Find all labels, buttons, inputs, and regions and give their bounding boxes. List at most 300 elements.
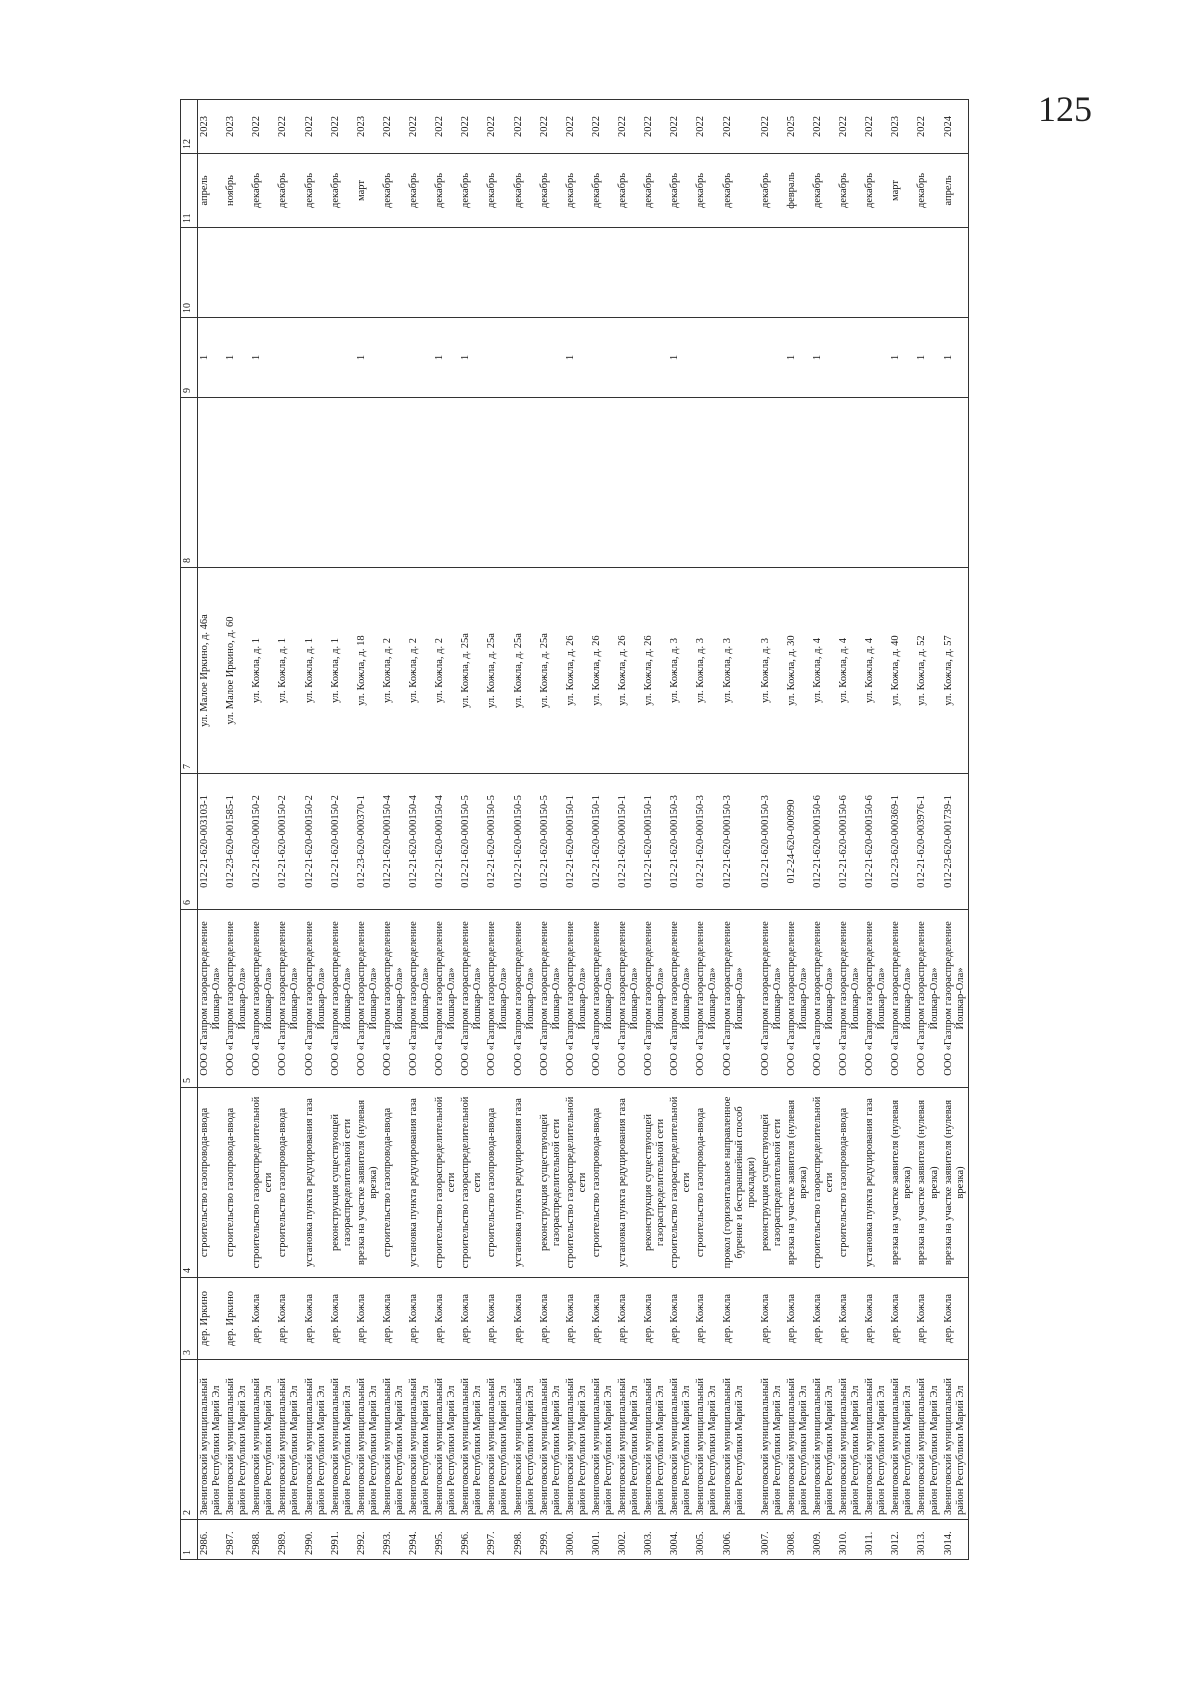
district-cell: Звениговский муниципальный район Республики Марий Эл — [616, 1360, 642, 1520]
address-cell: ул. Кожла, д. 26 — [590, 568, 616, 774]
district-cell: Звениговский муниципальный район Республики Марий Эл — [721, 1360, 759, 1520]
address-cell: ул. Кожла, д. 1 — [276, 568, 302, 774]
column-9-cell: 1 — [459, 318, 485, 398]
application-code-cell: 012-23-620-001739-1 — [942, 774, 969, 910]
column-header-6: 6 — [181, 774, 198, 910]
year-cell: 2022 — [538, 100, 564, 154]
work-type-cell: врезка на участке заявителя (нулевая врезка) — [942, 1088, 969, 1278]
settlement-cell: дер. Кожла — [433, 1278, 459, 1360]
address-cell: ул. Кожла, д. 2 — [407, 568, 433, 774]
table-row — [538, 100, 564, 1560]
address-cell: ул. Кожла, д. 2 — [433, 568, 459, 774]
column-8-cell — [863, 398, 889, 568]
column-10-cell — [721, 228, 759, 318]
district-cell: Звениговский муниципальный район Республики Марий Эл — [407, 1360, 433, 1520]
district-cell: Звениговский муниципальный район Республики Марий Эл — [811, 1360, 837, 1520]
application-code-cell: 012-21-620-003103-1 — [198, 774, 225, 910]
organization-cell: ООО «Газпром газораспределение Йошкар-Ола» — [642, 910, 668, 1088]
column-10-cell — [538, 228, 564, 318]
page-number: 125 — [1038, 89, 1092, 129]
year-cell: 2022 — [303, 100, 329, 154]
application-code-cell: 012-21-620-000150-3 — [759, 774, 785, 910]
work-type-cell: строительство газопровода-ввода — [837, 1088, 863, 1278]
gasification-registry-table — [180, 99, 969, 1560]
column-header-10: 10 — [181, 228, 198, 318]
address-cell: ул. Кожла, д. 25а — [459, 568, 485, 774]
column-9-cell — [381, 318, 407, 398]
settlement-cell: дер. Кожла — [590, 1278, 616, 1360]
work-type-cell: реконструкция существующей газораспределительной сети — [759, 1088, 785, 1278]
table-row — [721, 100, 759, 1560]
organization-cell: ООО «Газпром газораспределение Йошкар-Ола» — [564, 910, 590, 1088]
table-row — [485, 100, 511, 1560]
table-row — [250, 100, 276, 1560]
column-9-cell — [329, 318, 355, 398]
address-cell: ул. Кожла, д. 3 — [668, 568, 694, 774]
work-type-cell: строительство газопровода-ввода — [224, 1088, 250, 1278]
settlement-cell: дер. Кожла — [889, 1278, 915, 1360]
table-row — [329, 100, 355, 1560]
column-10-cell — [668, 228, 694, 318]
table-row — [198, 100, 225, 1560]
month-cell: декабрь — [915, 154, 941, 228]
column-8-cell — [407, 398, 433, 568]
table-row — [759, 100, 785, 1560]
address-cell: ул. Кожла, д. 57 — [942, 568, 969, 774]
column-8-cell — [942, 398, 969, 568]
year-cell: 2022 — [642, 100, 668, 154]
column-8-cell — [250, 398, 276, 568]
year-cell: 2022 — [329, 100, 355, 154]
column-9-cell — [694, 318, 720, 398]
column-9-cell: 1 — [355, 318, 381, 398]
year-cell: 2022 — [811, 100, 837, 154]
row-number: 2989. — [276, 1520, 302, 1560]
organization-cell: ООО «Газпром газораспределение Йошкар-Ола» — [837, 910, 863, 1088]
month-cell: декабрь — [381, 154, 407, 228]
column-10-cell — [642, 228, 668, 318]
work-type-cell: строительство газопровода-ввода — [276, 1088, 302, 1278]
column-10-cell — [485, 228, 511, 318]
work-type-cell: реконструкция существующей газораспределительной сети — [538, 1088, 564, 1278]
organization-cell: ООО «Газпром газораспределение Йошкар-Ола» — [785, 910, 811, 1088]
row-number: 3004. — [668, 1520, 694, 1560]
column-8-cell — [837, 398, 863, 568]
year-cell: 2022 — [837, 100, 863, 154]
address-cell: ул. Кожла, д. 18 — [355, 568, 381, 774]
column-9-cell — [642, 318, 668, 398]
district-cell: Звениговский муниципальный район Республики Марий Эл — [433, 1360, 459, 1520]
district-cell: Звениговский муниципальный район Республики Марий Эл — [564, 1360, 590, 1520]
work-type-cell: установка пункта редуцирования газа — [863, 1088, 889, 1278]
settlement-cell: дер. Кожла — [759, 1278, 785, 1360]
settlement-cell: дер. Кожла — [485, 1278, 511, 1360]
address-cell: ул. Кожла, д. 3 — [694, 568, 720, 774]
work-type-cell: прокол (горизонтальное направленное бурение и бестраншейный способ прокладки) — [721, 1088, 759, 1278]
application-code-cell: 012-21-620-000150-2 — [250, 774, 276, 910]
work-type-cell: врезка на участке заявителя (нулевая врезка) — [355, 1088, 381, 1278]
district-cell: Звениговский муниципальный район Республики Марий Эл — [837, 1360, 863, 1520]
address-cell: ул. Кожла, д. 1 — [303, 568, 329, 774]
application-code-cell: 012-21-620-000150-5 — [538, 774, 564, 910]
column-8-cell — [590, 398, 616, 568]
work-type-cell: строительство газораспределительной сети — [564, 1088, 590, 1278]
column-8-cell — [433, 398, 459, 568]
organization-cell: ООО «Газпром газораспределение Йошкар-Ола» — [915, 910, 941, 1088]
column-8-cell — [485, 398, 511, 568]
district-cell: Звениговский муниципальный район Республики Марий Эл — [459, 1360, 485, 1520]
year-cell: 2022 — [668, 100, 694, 154]
column-9-cell — [485, 318, 511, 398]
column-8-cell — [459, 398, 485, 568]
month-cell: апрель — [942, 154, 969, 228]
district-cell: Звениговский муниципальный район Республики Марий Эл — [785, 1360, 811, 1520]
district-cell: Звениговский муниципальный район Республики Марий Эл — [668, 1360, 694, 1520]
column-10-cell — [355, 228, 381, 318]
address-cell: ул. Кожла, д. 25а — [485, 568, 511, 774]
row-number: 3013. — [915, 1520, 941, 1560]
district-cell: Звениговский муниципальный район Республики Марий Эл — [329, 1360, 355, 1520]
district-cell: Звениговский муниципальный район Республики Марий Эл — [915, 1360, 941, 1520]
application-code-cell: 012-21-620-000150-5 — [485, 774, 511, 910]
table-row — [433, 100, 459, 1560]
organization-cell: ООО «Газпром газораспределение Йошкар-Ола» — [759, 910, 785, 1088]
row-number: 3003. — [642, 1520, 668, 1560]
column-9-cell: 1 — [785, 318, 811, 398]
rotated-table-container — [180, 100, 1010, 1560]
settlement-cell: дер. Кожла — [811, 1278, 837, 1360]
year-cell: 2022 — [459, 100, 485, 154]
column-header-8: 8 — [181, 398, 198, 568]
column-8-cell — [355, 398, 381, 568]
organization-cell: ООО «Газпром газораспределение Йошкар-Ола» — [355, 910, 381, 1088]
application-code-cell: 012-21-620-000150-1 — [616, 774, 642, 910]
year-cell: 2022 — [564, 100, 590, 154]
address-cell: ул. Кожла, д. 52 — [915, 568, 941, 774]
work-type-cell: строительство газопровода-ввода — [198, 1088, 225, 1278]
address-cell: ул. Кожла, д. 26 — [564, 568, 590, 774]
work-type-cell: строительство газораспределительной сети — [668, 1088, 694, 1278]
row-number: 2999. — [538, 1520, 564, 1560]
column-9-cell — [538, 318, 564, 398]
district-cell: Звениговский муниципальный район Республики Марий Эл — [863, 1360, 889, 1520]
column-8-cell — [616, 398, 642, 568]
month-cell: декабрь — [538, 154, 564, 228]
column-8-cell — [915, 398, 941, 568]
settlement-cell: дер. Кожла — [276, 1278, 302, 1360]
settlement-cell: дер. Кожла — [942, 1278, 969, 1360]
row-number: 2987. — [224, 1520, 250, 1560]
table-row — [355, 100, 381, 1560]
district-cell: Звениговский муниципальный район Республики Марий Эл — [942, 1360, 969, 1520]
settlement-cell: дер. Кожла — [564, 1278, 590, 1360]
year-cell: 2023 — [198, 100, 225, 154]
year-cell: 2022 — [721, 100, 759, 154]
column-10-cell — [785, 228, 811, 318]
district-cell: Звениговский муниципальный район Республики Марий Эл — [694, 1360, 720, 1520]
application-code-cell: 012-21-620-000150-5 — [459, 774, 485, 910]
row-number: 2986. — [198, 1520, 225, 1560]
row-number: 2992. — [355, 1520, 381, 1560]
year-cell: 2022 — [590, 100, 616, 154]
application-code-cell: 012-21-620-000150-3 — [668, 774, 694, 910]
organization-cell: ООО «Газпром газораспределение Йошкар-Ола» — [616, 910, 642, 1088]
organization-cell: ООО «Газпром газораспределение Йошкар-Ола» — [303, 910, 329, 1088]
application-code-cell: 012-21-620-000150-1 — [590, 774, 616, 910]
row-number: 2997. — [485, 1520, 511, 1560]
district-cell: Звениговский муниципальный район Республики Марий Эл — [590, 1360, 616, 1520]
column-9-cell — [512, 318, 538, 398]
district-cell: Звениговский муниципальный район Республики Марий Эл — [276, 1360, 302, 1520]
settlement-cell: дер. Кожла — [668, 1278, 694, 1360]
district-cell: Звениговский муниципальный район Республики Марий Эл — [303, 1360, 329, 1520]
address-cell: ул. Малое Иркино, д. 46а — [198, 568, 225, 774]
column-10-cell — [407, 228, 433, 318]
table-row — [942, 100, 969, 1560]
work-type-cell: строительство газораспределительной сети — [433, 1088, 459, 1278]
organization-cell: ООО «Газпром газораспределение Йошкар-Ола» — [942, 910, 969, 1088]
address-cell: ул. Кожла, д. 25а — [512, 568, 538, 774]
month-cell: апрель — [198, 154, 225, 228]
column-header-9: 9 — [181, 318, 198, 398]
column-9-cell: 1 — [889, 318, 915, 398]
table-row — [785, 100, 811, 1560]
table-row — [303, 100, 329, 1560]
column-9-cell: 1 — [250, 318, 276, 398]
table-row — [863, 100, 889, 1560]
column-10-cell — [512, 228, 538, 318]
column-8-cell — [303, 398, 329, 568]
month-cell: декабрь — [512, 154, 538, 228]
table-row — [694, 100, 720, 1560]
address-cell: ул. Кожла, д. 40 — [889, 568, 915, 774]
table-row — [616, 100, 642, 1560]
table-row — [590, 100, 616, 1560]
settlement-cell: дер. Кожла — [721, 1278, 759, 1360]
row-number: 3009. — [811, 1520, 837, 1560]
organization-cell: ООО «Газпром газораспределение Йошкар-Ола» — [694, 910, 720, 1088]
district-cell: Звениговский муниципальный район Республики Марий Эл — [198, 1360, 225, 1520]
column-9-cell — [590, 318, 616, 398]
application-code-cell: 012-21-620-000150-6 — [811, 774, 837, 910]
year-cell: 2023 — [224, 100, 250, 154]
work-type-cell: строительство газораспределительной сети — [250, 1088, 276, 1278]
column-header-7: 7 — [181, 568, 198, 774]
organization-cell: ООО «Газпром газораспределение Йошкар-Ола» — [459, 910, 485, 1088]
district-cell: Звениговский муниципальный район Республики Марий Эл — [355, 1360, 381, 1520]
application-code-cell: 012-21-620-000150-1 — [642, 774, 668, 910]
table-row — [459, 100, 485, 1560]
column-10-cell — [590, 228, 616, 318]
column-9-cell: 1 — [224, 318, 250, 398]
row-number: 3012. — [889, 1520, 915, 1560]
column-9-cell — [303, 318, 329, 398]
year-cell: 2023 — [889, 100, 915, 154]
month-cell: ноябрь — [224, 154, 250, 228]
settlement-cell: дер. Кожла — [616, 1278, 642, 1360]
year-cell: 2022 — [863, 100, 889, 154]
month-cell: декабрь — [303, 154, 329, 228]
column-9-cell — [276, 318, 302, 398]
application-code-cell: 012-21-620-000150-6 — [837, 774, 863, 910]
address-cell: ул. Кожла, д. 30 — [785, 568, 811, 774]
table-row — [668, 100, 694, 1560]
row-number: 3007. — [759, 1520, 785, 1560]
month-cell: декабрь — [564, 154, 590, 228]
organization-cell: ООО «Газпром газораспределение Йошкар-Ола» — [433, 910, 459, 1088]
column-8-cell — [276, 398, 302, 568]
year-cell: 2022 — [250, 100, 276, 154]
table-body — [198, 100, 969, 1560]
table-row — [381, 100, 407, 1560]
application-code-cell: 012-21-620-000150-2 — [329, 774, 355, 910]
application-code-cell: 012-21-620-000150-5 — [512, 774, 538, 910]
column-10-cell — [433, 228, 459, 318]
column-header-1: 1 — [181, 1520, 198, 1560]
column-9-cell: 1 — [433, 318, 459, 398]
column-9-cell — [721, 318, 759, 398]
row-number: 2988. — [250, 1520, 276, 1560]
year-cell: 2022 — [759, 100, 785, 154]
row-number: 3011. — [863, 1520, 889, 1560]
work-type-cell: врезка на участке заявителя (нулевая врезка) — [915, 1088, 941, 1278]
row-number: 2994. — [407, 1520, 433, 1560]
organization-cell: ООО «Газпром газораспределение Йошкар-Ола» — [250, 910, 276, 1088]
month-cell: декабрь — [616, 154, 642, 228]
district-cell: Звениговский муниципальный район Республики Марий Эл — [250, 1360, 276, 1520]
column-10-cell — [811, 228, 837, 318]
year-cell: 2022 — [433, 100, 459, 154]
year-cell: 2022 — [616, 100, 642, 154]
district-cell: Звениговский муниципальный район Республики Марий Эл — [485, 1360, 511, 1520]
column-10-cell — [942, 228, 969, 318]
row-number: 2996. — [459, 1520, 485, 1560]
column-8-cell — [694, 398, 720, 568]
application-code-cell: 012-21-620-000150-4 — [433, 774, 459, 910]
column-8-cell — [759, 398, 785, 568]
address-cell: ул. Кожла, д. 4 — [811, 568, 837, 774]
organization-cell: ООО «Газпром газораспределение Йошкар-Ола» — [381, 910, 407, 1088]
column-9-cell — [837, 318, 863, 398]
column-header-2: 2 — [181, 1360, 198, 1520]
column-9-cell: 1 — [915, 318, 941, 398]
settlement-cell: дер. Кожла — [355, 1278, 381, 1360]
settlement-cell: дер. Кожла — [538, 1278, 564, 1360]
column-8-cell — [668, 398, 694, 568]
row-number: 2995. — [433, 1520, 459, 1560]
row-number: 2998. — [512, 1520, 538, 1560]
table-row — [512, 100, 538, 1560]
settlement-cell: дер. Иркино — [198, 1278, 225, 1360]
work-type-cell: установка пункта редуцирования газа — [407, 1088, 433, 1278]
column-9-cell — [407, 318, 433, 398]
month-cell: декабрь — [811, 154, 837, 228]
month-cell: декабрь — [433, 154, 459, 228]
organization-cell: ООО «Газпром газораспределение Йошкар-Ола» — [668, 910, 694, 1088]
organization-cell: ООО «Газпром газораспределение Йошкар-Ола» — [407, 910, 433, 1088]
month-cell: март — [889, 154, 915, 228]
month-cell: декабрь — [863, 154, 889, 228]
application-code-cell: 012-23-620-000369-1 — [889, 774, 915, 910]
row-number: 3002. — [616, 1520, 642, 1560]
district-cell: Звениговский муниципальный район Республики Марий Эл — [512, 1360, 538, 1520]
column-10-cell — [915, 228, 941, 318]
column-10-cell — [694, 228, 720, 318]
column-8-cell — [642, 398, 668, 568]
settlement-cell: дер. Кожла — [329, 1278, 355, 1360]
address-cell: ул. Кожла, д. 1 — [250, 568, 276, 774]
row-number: 2990. — [303, 1520, 329, 1560]
organization-cell: ООО «Газпром газораспределение Йошкар-Ола» — [485, 910, 511, 1088]
district-cell: Звениговский муниципальный район Республики Марий Эл — [642, 1360, 668, 1520]
organization-cell: ООО «Газпром газораспределение Йошкар-Ола» — [276, 910, 302, 1088]
work-type-cell: строительство газораспределительной сети — [459, 1088, 485, 1278]
organization-cell: ООО «Газпром газораспределение Йошкар-Ола» — [224, 910, 250, 1088]
column-9-cell: 1 — [811, 318, 837, 398]
column-header-11: 11 — [181, 154, 198, 228]
settlement-cell: дер. Кожла — [250, 1278, 276, 1360]
application-code-cell: 012-21-620-000150-4 — [407, 774, 433, 910]
year-cell: 2022 — [276, 100, 302, 154]
table-row — [564, 100, 590, 1560]
application-code-cell: 012-21-620-000150-3 — [721, 774, 759, 910]
application-code-cell: 012-21-620-000150-1 — [564, 774, 590, 910]
column-9-cell: 1 — [668, 318, 694, 398]
district-cell: Звениговский муниципальный район Республики Марий Эл — [538, 1360, 564, 1520]
organization-cell: ООО «Газпром газораспределение Йошкар-Ола» — [590, 910, 616, 1088]
organization-cell: ООО «Газпром газораспределение Йошкар-Ола» — [811, 910, 837, 1088]
row-number: 3006. — [721, 1520, 759, 1560]
work-type-cell: строительство газопровода-ввода — [381, 1088, 407, 1278]
column-10-cell — [863, 228, 889, 318]
month-cell: декабрь — [407, 154, 433, 228]
row-number: 3000. — [564, 1520, 590, 1560]
column-10-cell — [837, 228, 863, 318]
month-cell: декабрь — [250, 154, 276, 228]
settlement-cell: дер. Кожла — [381, 1278, 407, 1360]
row-number: 3008. — [785, 1520, 811, 1560]
address-cell: ул. Кожла, д. 4 — [863, 568, 889, 774]
application-code-cell: 012-21-620-000150-3 — [694, 774, 720, 910]
column-header-4: 4 — [181, 1088, 198, 1278]
column-8-cell — [811, 398, 837, 568]
settlement-cell: дер. Кожла — [863, 1278, 889, 1360]
month-cell: декабрь — [759, 154, 785, 228]
column-10-cell — [224, 228, 250, 318]
address-cell: ул. Кожла, д. 25а — [538, 568, 564, 774]
year-cell: 2022 — [915, 100, 941, 154]
column-header-3: 3 — [181, 1278, 198, 1360]
table-row — [642, 100, 668, 1560]
application-code-cell: 012-21-620-000150-6 — [863, 774, 889, 910]
column-10-cell — [276, 228, 302, 318]
year-cell: 2022 — [694, 100, 720, 154]
application-code-cell: 012-21-620-000150-2 — [276, 774, 302, 910]
application-code-cell: 012-24-620-000990 — [785, 774, 811, 910]
year-cell: 2025 — [785, 100, 811, 154]
settlement-cell: дер. Кожла — [512, 1278, 538, 1360]
settlement-cell: дер. Кожла — [303, 1278, 329, 1360]
application-code-cell: 012-23-620-000370-1 — [355, 774, 381, 910]
month-cell: декабрь — [694, 154, 720, 228]
address-cell: ул. Кожла, д. 3 — [721, 568, 759, 774]
column-8-cell — [785, 398, 811, 568]
work-type-cell: строительство газораспределительной сети — [811, 1088, 837, 1278]
address-cell: ул. Кожла, д. 3 — [759, 568, 785, 774]
month-cell: декабрь — [721, 154, 759, 228]
month-cell: декабрь — [837, 154, 863, 228]
application-code-cell: 012-21-620-000150-4 — [381, 774, 407, 910]
